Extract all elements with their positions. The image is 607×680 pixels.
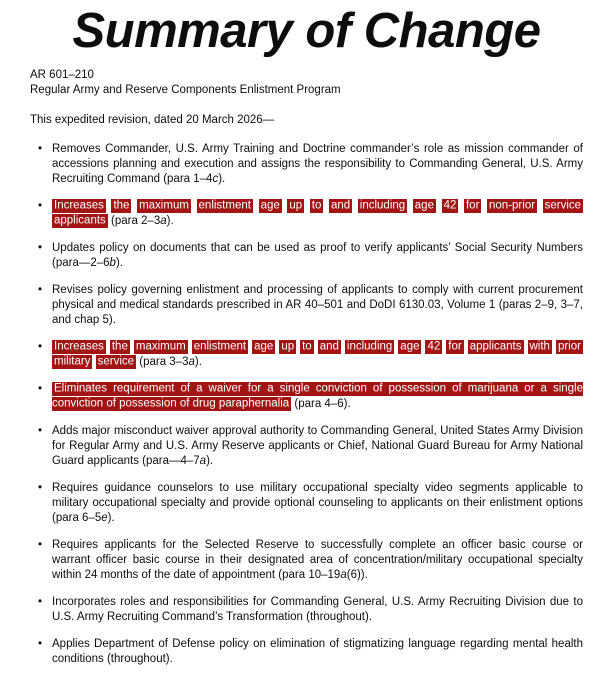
bullet-item	[30, 382, 583, 412]
regulation-number: AR 601–210	[30, 68, 94, 81]
bullet-icon: •	[38, 595, 43, 608]
highlighted-word: 42	[427, 340, 441, 353]
bullet-icon: •	[38, 382, 43, 395]
bullet-item	[30, 199, 583, 229]
highlighted-word: the	[113, 199, 130, 212]
bullet-text: Requires guidance counselors to use military occupational specialty video segments applicable to military occupational specialty and provide optional counseling to applicants on their enlistment options (para 6–5e).	[52, 481, 583, 524]
highlighted-word: prior	[557, 340, 581, 353]
highlighted-word: maximum	[139, 199, 189, 212]
highlighted-word: age	[260, 199, 280, 212]
bullet-text: Adds major misconduct waiver approval authority to Commanding General, United States Army Division for Regular Army and U.S. Army Reserve applicants or Chief, National Guard Bureau for Army National Guard applicants (para—4–7a).	[52, 424, 583, 467]
highlighted-word: to	[311, 199, 322, 212]
highlighted-word: age	[400, 340, 420, 353]
highlighted-word: enlistment	[198, 199, 251, 212]
highlighted-word: and	[330, 199, 351, 212]
highlighted-word: applicants	[54, 214, 106, 227]
bullet-item	[30, 538, 583, 583]
highlighted-word: service	[544, 199, 582, 212]
bullet-item	[30, 424, 583, 469]
bullet-item	[30, 340, 583, 370]
highlighted-word: to	[302, 340, 312, 353]
highlighted-word: age	[254, 340, 274, 353]
highlighted-word: up	[289, 199, 303, 212]
highlighted-word: maximum	[135, 340, 186, 353]
bullet-item	[30, 142, 583, 187]
bullet-icon: •	[38, 199, 43, 212]
highlighted-word: enlistment	[193, 340, 247, 353]
bullet-item	[30, 283, 583, 328]
page-title: Summary of Change	[72, 4, 541, 58]
bullet-item	[30, 637, 583, 667]
highlighted-word: up	[281, 340, 295, 353]
bullet-text: Increases the maximum enlistment age up to and including age 42 for non-prior service applicants (para 2–3a).	[54, 199, 582, 227]
bullet-text: Increases the maximum enlistment age up to and including age 42 for applicants with prior military service (para 3–3a).	[54, 340, 581, 368]
bullet-icon: •	[38, 481, 43, 494]
bullet-icon: •	[38, 538, 43, 551]
bullet-list	[30, 142, 583, 667]
highlighted-word: service	[97, 355, 135, 368]
highlighted-word: military	[54, 355, 91, 368]
bullet-icon: •	[38, 340, 43, 353]
bullet-text: Updates policy on documents that can be used as proof to verify applicants’ Social Security Numbers (para—2–6b).	[52, 241, 583, 269]
highlighted-word: with	[529, 340, 550, 353]
highlighted-word: applicants	[469, 340, 522, 353]
highlighted-word: for	[465, 199, 480, 212]
bullet-item	[30, 481, 583, 526]
bullet-text: Applies Department of Defense policy on elimination of stigmatizing language regarding mental health conditions (throughout).	[52, 637, 583, 665]
highlighted-word: Increases	[54, 340, 104, 353]
revision-intro: This expedited revision, dated 20 March 2026—	[30, 113, 275, 126]
bullet-icon: •	[38, 283, 43, 296]
bullet-icon: •	[38, 424, 43, 437]
regulation-title: Regular Army and Reserve Components Enlistment Program	[30, 83, 341, 96]
highlighted-word: and	[319, 340, 339, 353]
bullet-text: Requires applicants for the Selected Reserve to successfully complete an officer basic course or warrant officer basic course in their designated area of concentration/military occupational specialty within 24 months of the date of appointment (para 10–19a(6)).	[52, 538, 583, 581]
highlighted-word: including	[346, 340, 393, 353]
highlighted-word: including	[359, 199, 406, 212]
bullet-item	[30, 241, 583, 271]
bullet-text: Revises policy governing enlistment and processing of applicants to comply with current procurement physical and medical standards prescribed in AR 40–501 and DoDI 6130.03, Volume 1 (paras 2–9, 3–7, and chap 5).	[52, 283, 583, 326]
bullet-icon: •	[38, 142, 43, 155]
bullet-icon: •	[38, 637, 43, 650]
highlighted-word: age	[414, 199, 434, 212]
bullet-text: Eliminates requirement of a waiver for a single conviction of possession of marijuana or a single conviction of possession of drug paraphernalia (para 4–6).	[52, 382, 583, 410]
highlighted-word: Increases	[54, 199, 104, 212]
highlighted-word: the	[111, 340, 128, 353]
bullet-item	[30, 595, 583, 625]
highlighted-word: for	[448, 340, 462, 353]
highlighted-passage: Eliminates requirement of a waiver for a single conviction of possession of marijuana or a single conviction of possession of drug paraphernalia	[52, 382, 583, 410]
bullet-icon: •	[38, 241, 43, 254]
highlighted-word: non-prior	[489, 199, 536, 212]
bullet-text: Removes Commander, U.S. Army Training and Doctrine commander’s role as mission commander of accessions planning and execution and assigns the responsibility to Commanding General, U.S. Army Recruiting Command (para 1–4c).	[52, 142, 583, 185]
highlighted-word: 42	[443, 199, 457, 212]
bullet-text: Incorporates roles and responsibilities for Commanding General, U.S. Army Recruiting Division due to U.S. Army Recruiting Command’s Transformation (throughout).	[52, 595, 583, 623]
